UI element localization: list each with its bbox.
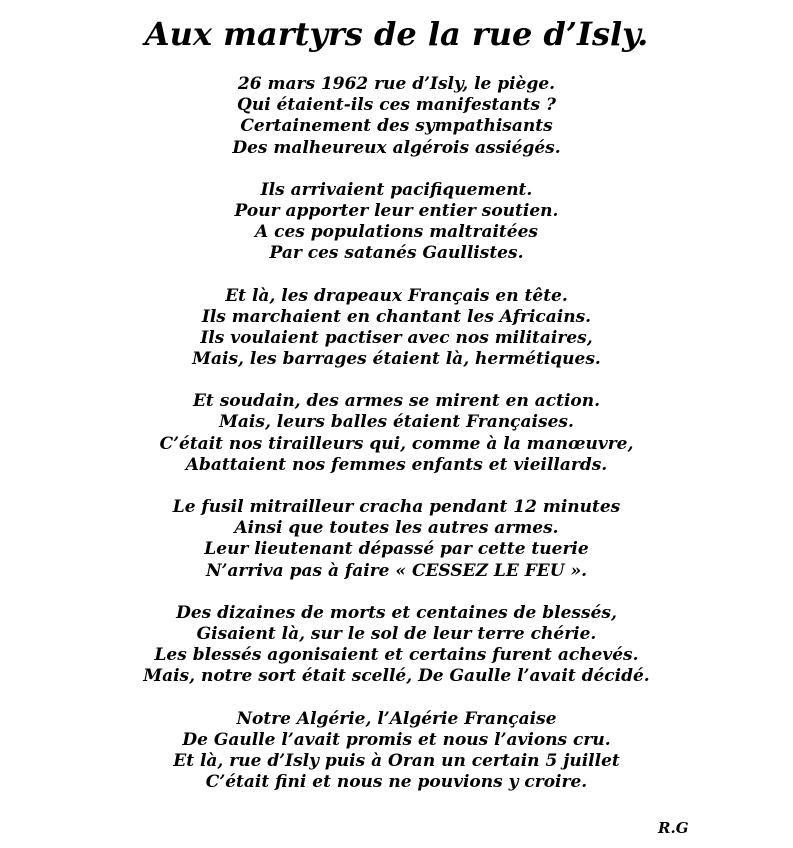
poem-line: Les blessés agonisaient et certains furent achevés.: [154, 645, 639, 666]
poem-line: Des dizaines de morts et centaines de blessés,: [176, 602, 617, 623]
poem-line: Gisaient là, sur le sol de leur terre chérie.: [196, 623, 597, 644]
poem-line: Des malheureux algérois assiégés.: [232, 137, 561, 158]
stanza-5: [0, 497, 793, 582]
poem-line: Mais, les barrages étaient là, hermétiques.: [192, 349, 601, 370]
poem-line: Mais, notre sort était scellé, De Gaulle l’avait décidé.: [143, 666, 650, 687]
author-signature: R.G: [658, 819, 689, 837]
poem-body: [0, 74, 793, 814]
poem-line: Ainsi que toutes les autres armes.: [234, 518, 559, 539]
stanza-7: [0, 709, 793, 794]
poem-line: Par ces satanés Gaullistes.: [269, 243, 524, 264]
poem-line: Leur lieutenant dépassé par cette tuerie: [204, 539, 589, 560]
poem-line: N’arriva pas à faire « CESSEZ LE FEU ».: [205, 560, 588, 581]
poem-line: Notre Algérie, l’Algérie Française: [236, 708, 557, 729]
poem-line: 26 mars 1962 rue d’Isly, le piège.: [237, 74, 556, 94]
poem-line: Ils arrivaient pacifiquement.: [260, 179, 533, 200]
poem-line: C’était nos tirailleurs qui, comme à la manœuvre,: [159, 433, 634, 454]
poem-line: Ils marchaient en chantant les Africains.: [201, 306, 592, 327]
poem-line: Certainement des sympathisants: [240, 116, 553, 137]
poem-title: Aux martyrs de la rue d’Isly.: [144, 15, 649, 53]
stanza-2: [0, 180, 793, 265]
poem-line: Pour apporter leur entier soutien.: [234, 200, 559, 221]
poem-line: A ces populations maltraitées: [254, 222, 538, 243]
poem-line: Le fusil mitrailleur cracha pendant 12 minutes: [172, 497, 621, 517]
poem-line: Et là, les drapeaux Français en tête.: [225, 285, 568, 306]
stanza-4: [0, 391, 793, 476]
stanza-3: [0, 286, 793, 371]
stanza-6: [0, 603, 793, 688]
poem-line: Qui étaient-ils ces manifestants ?: [237, 95, 556, 116]
poem-line: Mais, leurs balles étaient Françaises.: [219, 412, 574, 433]
poem-line: De Gaulle l’avait promis et nous l’avions cru.: [182, 729, 611, 750]
poem-line: Abattaient nos femmes enfants et vieillards.: [185, 454, 608, 475]
stanza-1: [0, 74, 793, 159]
poem-line: Et là, rue d’Isly puis à Oran un certain 5 juillet: [173, 750, 620, 771]
poem-line: Et soudain, des armes se mirent en action.: [192, 391, 601, 412]
poem-line: Ils voulaient pactiser avec nos militaires,: [200, 327, 593, 348]
poem-line: C’était fini et nous ne pouvions y croire.: [205, 772, 588, 793]
